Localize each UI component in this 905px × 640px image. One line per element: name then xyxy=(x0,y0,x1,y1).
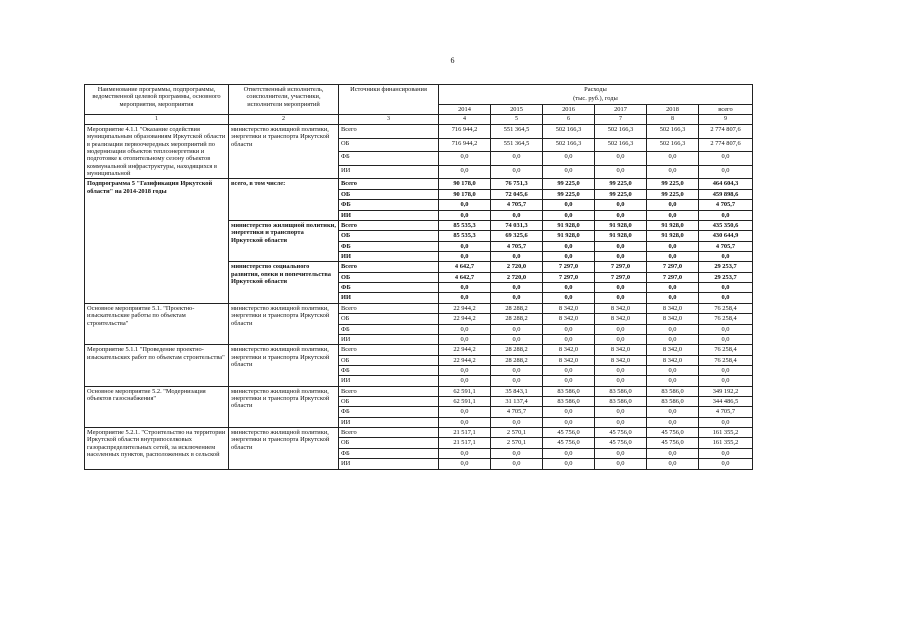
amount-value: 0,0 xyxy=(595,324,647,334)
amount-value: 21 517,1 xyxy=(439,428,491,438)
amount-value: 502 166,3 xyxy=(543,124,595,138)
funding-source: ОБ xyxy=(339,272,439,282)
amount-value: 0,0 xyxy=(595,200,647,210)
amount-value: 99 225,0 xyxy=(647,189,699,199)
amount-value: 8 342,0 xyxy=(647,303,699,313)
funding-source: ИИ xyxy=(339,293,439,303)
column-index: 7 xyxy=(595,115,647,125)
amount-value: 0,0 xyxy=(543,407,595,417)
amount-value: 91 928,0 xyxy=(595,231,647,241)
funding-source: ОБ xyxy=(339,314,439,324)
amount-value: 91 928,0 xyxy=(543,220,595,230)
funding-source: Всего xyxy=(339,386,439,396)
amount-value: 2 720,0 xyxy=(491,262,543,272)
amount-value: 0,0 xyxy=(543,324,595,334)
amount-value: 91 928,0 xyxy=(595,220,647,230)
amount-value: 0,0 xyxy=(491,165,543,179)
funding-source: ИИ xyxy=(339,252,439,262)
amount-value: 0,0 xyxy=(595,365,647,375)
table-row xyxy=(85,428,753,438)
amount-value: 83 586,0 xyxy=(543,386,595,396)
amount-value: 0,0 xyxy=(543,293,595,303)
column-index: 6 xyxy=(543,115,595,125)
amount-value: 0,0 xyxy=(439,376,491,386)
amount-total: 459 898,6 xyxy=(699,189,753,199)
funding-source: Всего xyxy=(339,262,439,272)
amount-value: 0,0 xyxy=(543,165,595,179)
amount-value: 8 342,0 xyxy=(647,355,699,365)
amount-value: 0,0 xyxy=(647,293,699,303)
header-year: 2018 xyxy=(647,104,699,114)
amount-value: 0,0 xyxy=(595,459,647,469)
activity-name: Подпрограмма 5 "Газификация Иркутской области" на 2014-2018 годы xyxy=(85,179,229,303)
amount-value: 45 756,0 xyxy=(543,428,595,438)
table-row xyxy=(85,303,753,313)
amount-value: 0,0 xyxy=(595,407,647,417)
amount-value: 0,0 xyxy=(647,417,699,427)
amount-value: 0,0 xyxy=(595,448,647,458)
amount-total: 0,0 xyxy=(699,417,753,427)
amount-value: 0,0 xyxy=(439,459,491,469)
amount-value: 0,0 xyxy=(491,365,543,375)
amount-value: 83 586,0 xyxy=(595,397,647,407)
amount-value: 72 045,6 xyxy=(491,189,543,199)
amount-value: 0,0 xyxy=(439,334,491,344)
amount-value: 0,0 xyxy=(439,417,491,427)
funding-source: ОБ xyxy=(339,355,439,365)
amount-total: 344 486,5 xyxy=(699,397,753,407)
amount-value: 22 944,2 xyxy=(439,355,491,365)
amount-value: 0,0 xyxy=(543,417,595,427)
funding-source: ИИ xyxy=(339,334,439,344)
funding-source: Всего xyxy=(339,220,439,230)
amount-value: 0,0 xyxy=(439,241,491,251)
amount-value: 85 535,3 xyxy=(439,220,491,230)
header-source: Источники финансирования xyxy=(339,85,439,115)
header-year: 2017 xyxy=(595,104,647,114)
amount-total: 76 258,4 xyxy=(699,303,753,313)
page-number: 6 xyxy=(450,56,455,65)
amount-value: 0,0 xyxy=(439,152,491,166)
funding-source: Всего xyxy=(339,428,439,438)
amount-total: 76 258,4 xyxy=(699,314,753,324)
amount-value: 0,0 xyxy=(491,252,543,262)
amount-value: 8 342,0 xyxy=(595,314,647,324)
amount-value: 0,0 xyxy=(647,165,699,179)
amount-value: 0,0 xyxy=(647,241,699,251)
amount-value: 0,0 xyxy=(439,365,491,375)
amount-value: 0,0 xyxy=(491,334,543,344)
header-expenses: Расходы xyxy=(439,85,753,95)
column-index: 2 xyxy=(229,115,339,125)
amount-total: 464 604,3 xyxy=(699,179,753,189)
column-index: 9 xyxy=(699,115,753,125)
amount-value: 0,0 xyxy=(647,283,699,293)
funding-source: ФБ xyxy=(339,241,439,251)
table-row xyxy=(85,386,753,396)
amount-value: 0,0 xyxy=(543,200,595,210)
amount-value: 0,0 xyxy=(595,152,647,166)
amount-value: 716 944,2 xyxy=(439,138,491,152)
amount-value: 716 944,2 xyxy=(439,124,491,138)
amount-value: 0,0 xyxy=(543,210,595,220)
amount-total: 0,0 xyxy=(699,334,753,344)
amount-value: 4 705,7 xyxy=(491,200,543,210)
amount-value: 8 342,0 xyxy=(595,303,647,313)
amount-value: 83 586,0 xyxy=(647,386,699,396)
amount-value: 0,0 xyxy=(439,210,491,220)
amount-value: 0,0 xyxy=(491,459,543,469)
amount-value: 28 288,2 xyxy=(491,314,543,324)
amount-value: 28 288,2 xyxy=(491,355,543,365)
amount-value: 4 705,7 xyxy=(491,241,543,251)
amount-value: 0,0 xyxy=(439,283,491,293)
amount-value: 2 570,1 xyxy=(491,438,543,448)
amount-value: 502 166,3 xyxy=(543,138,595,152)
responsible-executor: всего, в том числе: xyxy=(229,179,339,220)
amount-value: 91 928,0 xyxy=(647,231,699,241)
amount-value: 0,0 xyxy=(647,376,699,386)
amount-value: 0,0 xyxy=(439,324,491,334)
amount-value: 0,0 xyxy=(543,448,595,458)
amount-value: 8 342,0 xyxy=(543,314,595,324)
amount-value: 0,0 xyxy=(491,324,543,334)
amount-total: 4 705,7 xyxy=(699,200,753,210)
funding-source: ИИ xyxy=(339,165,439,179)
amount-value: 2 720,0 xyxy=(491,272,543,282)
amount-value: 0,0 xyxy=(491,448,543,458)
amount-value: 35 843,1 xyxy=(491,386,543,396)
amount-value: 0,0 xyxy=(595,241,647,251)
amount-value: 551 364,5 xyxy=(491,124,543,138)
amount-value: 0,0 xyxy=(647,152,699,166)
header-year: 2016 xyxy=(543,104,595,114)
funding-source: Всего xyxy=(339,303,439,313)
activity-name: Основное мероприятие 5.1. "Проектно-изыскательские работы по объектам строительства" xyxy=(85,303,229,344)
amount-value: 99 225,0 xyxy=(595,179,647,189)
amount-value: 22 944,2 xyxy=(439,345,491,355)
amount-value: 502 166,3 xyxy=(647,138,699,152)
amount-value: 0,0 xyxy=(647,210,699,220)
table-row xyxy=(85,345,753,355)
amount-value: 0,0 xyxy=(439,407,491,417)
amount-value: 45 756,0 xyxy=(595,438,647,448)
funding-source: ИИ xyxy=(339,417,439,427)
column-index: 5 xyxy=(491,115,543,125)
amount-value: 0,0 xyxy=(439,448,491,458)
amount-value: 0,0 xyxy=(647,459,699,469)
amount-value: 7 297,0 xyxy=(595,262,647,272)
amount-value: 502 166,3 xyxy=(595,138,647,152)
amount-value: 62 591,1 xyxy=(439,386,491,396)
amount-value: 0,0 xyxy=(491,417,543,427)
amount-value: 0,0 xyxy=(491,293,543,303)
activity-name: Мероприятие 5.1.1 "Проведение проектно-изыскательских работ по объектам строительства" xyxy=(85,345,229,386)
amount-total: 0,0 xyxy=(699,165,753,179)
amount-value: 8 342,0 xyxy=(595,345,647,355)
header-units: (тыс. руб.), годы xyxy=(439,94,753,104)
amount-value: 99 225,0 xyxy=(647,179,699,189)
amount-value: 0,0 xyxy=(491,152,543,166)
amount-total: 0,0 xyxy=(699,324,753,334)
amount-total: 0,0 xyxy=(699,448,753,458)
funding-source: ОБ xyxy=(339,397,439,407)
amount-value: 0,0 xyxy=(647,407,699,417)
amount-total: 29 253,7 xyxy=(699,272,753,282)
amount-value: 90 178,0 xyxy=(439,189,491,199)
amount-total: 4 705,7 xyxy=(699,241,753,251)
amount-total: 0,0 xyxy=(699,365,753,375)
amount-value: 28 288,2 xyxy=(491,345,543,355)
amount-total: 0,0 xyxy=(699,252,753,262)
funding-source: ОБ xyxy=(339,138,439,152)
amount-total: 2 774 807,6 xyxy=(699,124,753,138)
activity-name: Мероприятие 4.1.1 "Оказание содействия муниципальным образованиям Иркутской области в реализации первоочередных мероприятий по модернизации объектов теплоэнергетики и подготовке к отопительному сезону объектов коммунальной инфраструктуры, находящихся в муниципальной xyxy=(85,124,229,179)
responsible-executor: министерство социального развития, опеки и попечительства Иркутской области xyxy=(229,262,339,303)
funding-source: ОБ xyxy=(339,438,439,448)
amount-value: 0,0 xyxy=(439,293,491,303)
funding-source: ИИ xyxy=(339,210,439,220)
amount-value: 69 325,6 xyxy=(491,231,543,241)
funding-source: ФБ xyxy=(339,152,439,166)
responsible-executor: министерство жилищной политики, энергетики и транспорта Иркутской области xyxy=(229,386,339,427)
amount-value: 0,0 xyxy=(543,334,595,344)
header-year: 2015 xyxy=(491,104,543,114)
amount-total: 430 644,9 xyxy=(699,231,753,241)
amount-value: 91 928,0 xyxy=(543,231,595,241)
amount-total: 76 258,4 xyxy=(699,345,753,355)
amount-value: 502 166,3 xyxy=(647,124,699,138)
amount-value: 0,0 xyxy=(595,334,647,344)
amount-total: 161 355,2 xyxy=(699,428,753,438)
amount-value: 62 591,1 xyxy=(439,397,491,407)
amount-value: 83 586,0 xyxy=(595,386,647,396)
amount-value: 0,0 xyxy=(647,324,699,334)
amount-value: 0,0 xyxy=(595,252,647,262)
amount-value: 7 297,0 xyxy=(647,272,699,282)
amount-value: 8 342,0 xyxy=(647,345,699,355)
amount-total: 76 258,4 xyxy=(699,355,753,365)
amount-value: 85 535,3 xyxy=(439,231,491,241)
amount-total: 0,0 xyxy=(699,376,753,386)
amount-value: 0,0 xyxy=(439,165,491,179)
amount-value: 0,0 xyxy=(491,376,543,386)
amount-value: 2 570,1 xyxy=(491,428,543,438)
amount-total: 29 253,7 xyxy=(699,262,753,272)
amount-value: 7 297,0 xyxy=(595,272,647,282)
funding-source: ИИ xyxy=(339,376,439,386)
amount-value: 0,0 xyxy=(595,376,647,386)
amount-value: 0,0 xyxy=(543,252,595,262)
amount-value: 31 137,4 xyxy=(491,397,543,407)
amount-value: 8 342,0 xyxy=(647,314,699,324)
amount-value: 0,0 xyxy=(491,210,543,220)
amount-value: 8 342,0 xyxy=(543,303,595,313)
amount-value: 551 364,5 xyxy=(491,138,543,152)
amount-value: 0,0 xyxy=(595,283,647,293)
amount-total: 161 355,2 xyxy=(699,438,753,448)
amount-total: 0,0 xyxy=(699,152,753,166)
amount-value: 0,0 xyxy=(647,365,699,375)
column-index: 3 xyxy=(339,115,439,125)
amount-value: 0,0 xyxy=(543,152,595,166)
responsible-executor: министерство жилищной политики, энергетики и транспорта Иркутской области xyxy=(229,220,339,261)
activity-name: Основное мероприятие 5.2. "Модернизация объектов газоснабжения" xyxy=(85,386,229,427)
amount-value: 4 705,7 xyxy=(491,407,543,417)
amount-value: 4 642,7 xyxy=(439,262,491,272)
amount-value: 90 178,0 xyxy=(439,179,491,189)
amount-value: 91 928,0 xyxy=(647,220,699,230)
amount-value: 83 586,0 xyxy=(543,397,595,407)
responsible-executor: министерство жилищной политики, энергетики и транспорта Иркутской области xyxy=(229,124,339,179)
amount-value: 45 756,0 xyxy=(647,438,699,448)
column-index: 1 xyxy=(85,115,229,125)
amount-value: 0,0 xyxy=(595,293,647,303)
responsible-executor: министерство жилищной политики, энергетики и транспорта Иркутской области xyxy=(229,428,339,469)
funding-source: ФБ xyxy=(339,365,439,375)
funding-source: ФБ xyxy=(339,200,439,210)
amount-value: 8 342,0 xyxy=(595,355,647,365)
amount-total: 0,0 xyxy=(699,283,753,293)
amount-total: 0,0 xyxy=(699,210,753,220)
amount-value: 0,0 xyxy=(543,365,595,375)
amount-value: 76 751,3 xyxy=(491,179,543,189)
responsible-executor: министерство жилищной политики, энергетики и транспорта Иркутской области xyxy=(229,303,339,344)
amount-value: 21 517,1 xyxy=(439,438,491,448)
amount-value: 0,0 xyxy=(439,200,491,210)
amount-value: 45 756,0 xyxy=(543,438,595,448)
amount-total: 0,0 xyxy=(699,293,753,303)
amount-total: 0,0 xyxy=(699,459,753,469)
column-index: 4 xyxy=(439,115,491,125)
funding-source: ФБ xyxy=(339,283,439,293)
funding-source: ФБ xyxy=(339,407,439,417)
column-index: 8 xyxy=(647,115,699,125)
amount-value: 0,0 xyxy=(647,252,699,262)
amount-value: 0,0 xyxy=(543,376,595,386)
amount-value: 0,0 xyxy=(595,165,647,179)
amount-value: 0,0 xyxy=(543,241,595,251)
amount-value: 99 225,0 xyxy=(595,189,647,199)
amount-value: 8 342,0 xyxy=(543,345,595,355)
header-total: всего xyxy=(699,104,753,114)
header-responsible: Ответственный исполнитель, соисполнители, участники, исполнители мероприятий xyxy=(229,85,339,115)
header-name: Наименование программы, подпрограммы, ведомственной целевой программы, основного мероприятия, мероприятия xyxy=(85,85,229,115)
amount-value: 0,0 xyxy=(647,200,699,210)
amount-total: 349 192,2 xyxy=(699,386,753,396)
amount-value: 74 031,3 xyxy=(491,220,543,230)
funding-source: ИИ xyxy=(339,459,439,469)
amount-total: 2 774 807,6 xyxy=(699,138,753,152)
funding-table xyxy=(84,84,753,470)
amount-value: 0,0 xyxy=(543,459,595,469)
funding-source: ФБ xyxy=(339,448,439,458)
responsible-executor: министерство жилищной политики, энергетики и транспорта Иркутской области xyxy=(229,345,339,386)
funding-source: Всего xyxy=(339,179,439,189)
funding-source: Всего xyxy=(339,124,439,138)
amount-value: 7 297,0 xyxy=(543,272,595,282)
amount-value: 99 225,0 xyxy=(543,189,595,199)
amount-total: 4 705,7 xyxy=(699,407,753,417)
amount-value: 0,0 xyxy=(647,448,699,458)
amount-value: 83 586,0 xyxy=(647,397,699,407)
amount-total: 435 350,6 xyxy=(699,220,753,230)
funding-source: ФБ xyxy=(339,324,439,334)
amount-value: 0,0 xyxy=(595,210,647,220)
amount-value: 45 756,0 xyxy=(595,428,647,438)
amount-value: 0,0 xyxy=(647,334,699,344)
amount-value: 22 944,2 xyxy=(439,314,491,324)
amount-value: 502 166,3 xyxy=(595,124,647,138)
amount-value: 0,0 xyxy=(595,417,647,427)
header-year: 2014 xyxy=(439,104,491,114)
amount-value: 0,0 xyxy=(543,283,595,293)
amount-value: 7 297,0 xyxy=(647,262,699,272)
amount-value: 4 642,7 xyxy=(439,272,491,282)
amount-value: 8 342,0 xyxy=(543,355,595,365)
activity-name: Мероприятие 5.2.1. "Строительство на территории Иркутской области внутрипоселковых газораспределительных сетей, за исключением населенных пунктов, расположенных в сельской xyxy=(85,428,229,469)
amount-value: 28 288,2 xyxy=(491,303,543,313)
funding-source: Всего xyxy=(339,345,439,355)
amount-value: 7 297,0 xyxy=(543,262,595,272)
table-row xyxy=(85,124,753,138)
amount-value: 22 944,2 xyxy=(439,303,491,313)
amount-value: 0,0 xyxy=(491,283,543,293)
amount-value: 99 225,0 xyxy=(543,179,595,189)
amount-value: 0,0 xyxy=(439,252,491,262)
table-row xyxy=(85,179,753,189)
amount-value: 45 756,0 xyxy=(647,428,699,438)
funding-source: ОБ xyxy=(339,189,439,199)
funding-source: ОБ xyxy=(339,231,439,241)
